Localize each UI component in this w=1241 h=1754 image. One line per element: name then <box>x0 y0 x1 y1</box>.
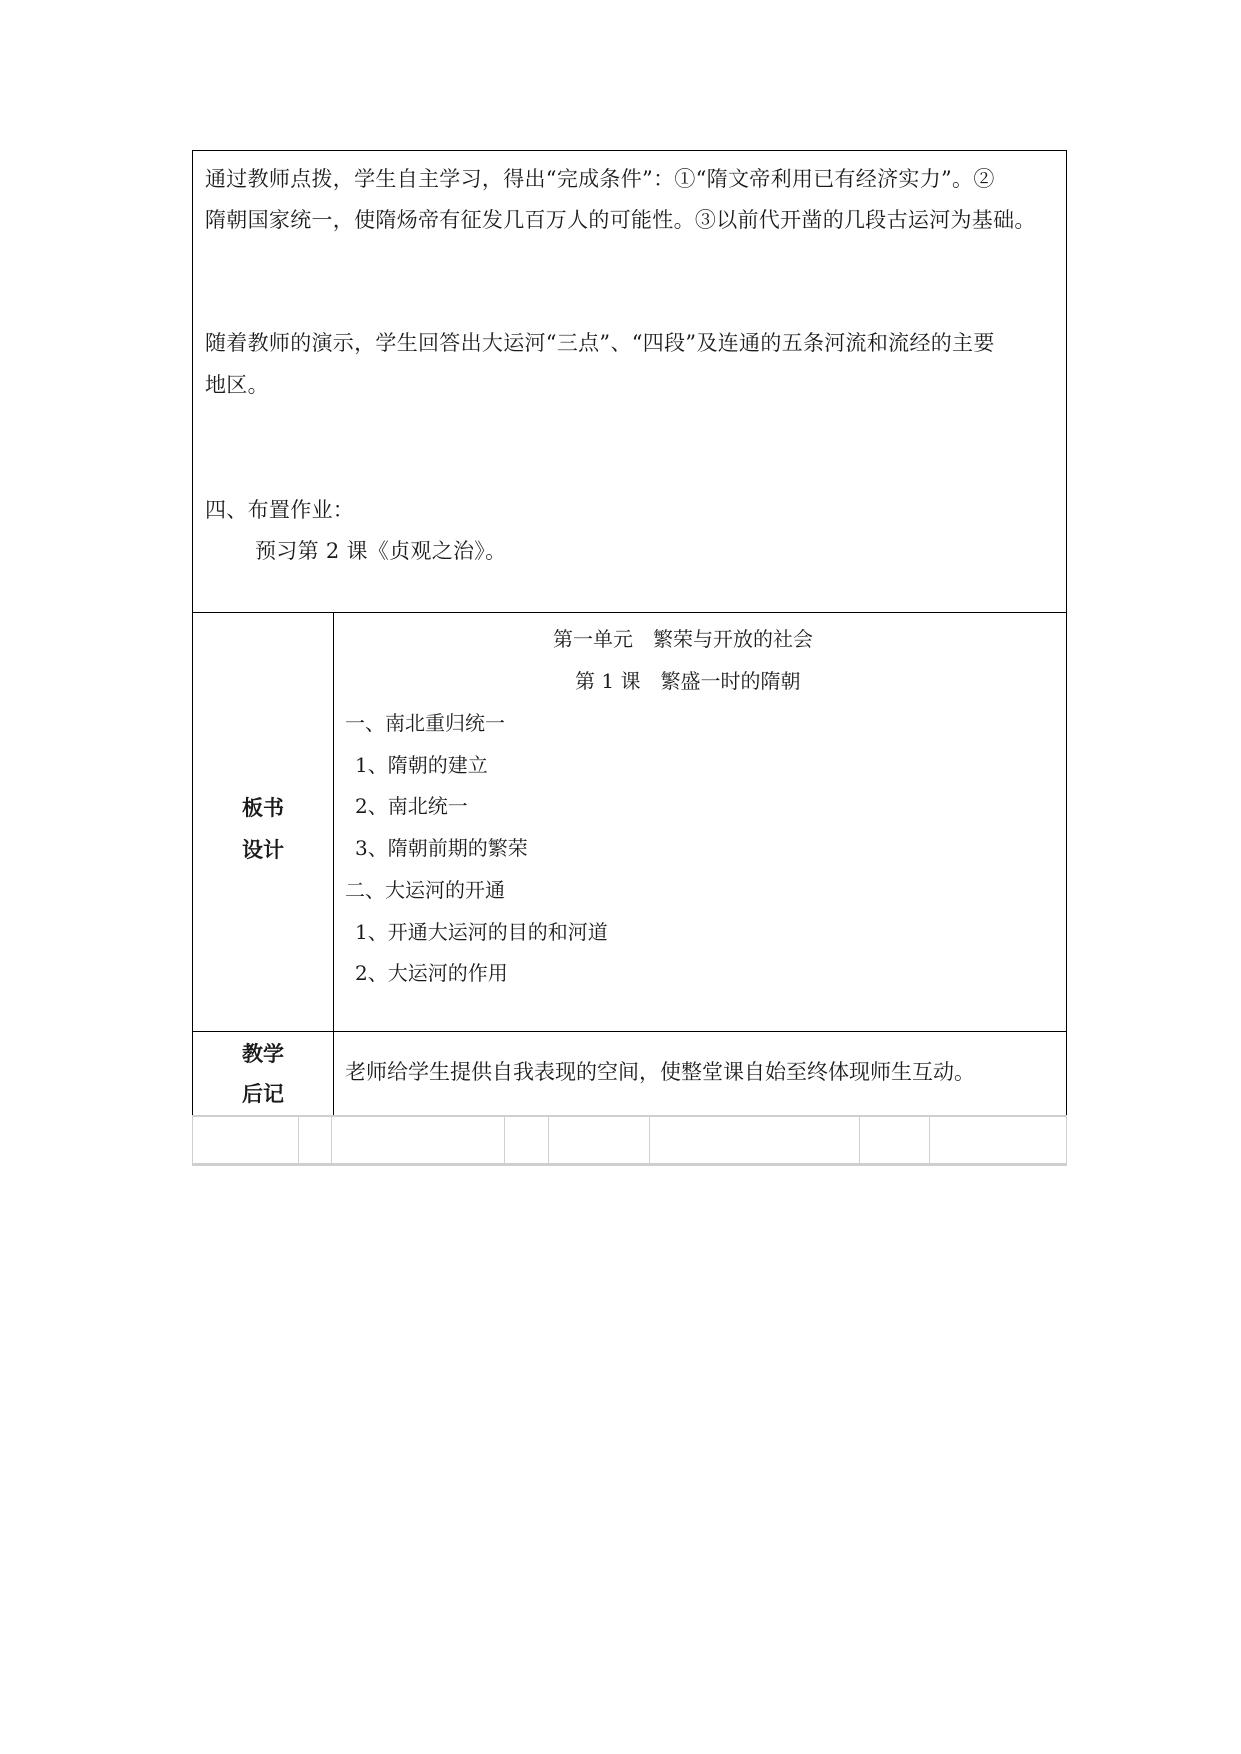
unit-title: 第一单元 繁荣与开放的社会 <box>553 627 813 651</box>
column-divider <box>333 1032 334 1117</box>
grid-divider <box>298 1117 299 1163</box>
outline-item: 2、南北统一 <box>355 794 468 818</box>
grid-divider <box>859 1117 860 1163</box>
grid-divider <box>331 1117 332 1163</box>
teaching-postscript-row <box>192 1031 1067 1117</box>
board-design-label: 板书 <box>242 796 284 820</box>
grid-divider <box>929 1117 930 1163</box>
grid-divider <box>548 1117 549 1163</box>
outline-item: 1、隋朝的建立 <box>355 753 488 777</box>
column-divider <box>333 613 334 1032</box>
process-text-line: 通过教师点拨，学生自主学习，得出“完成条件”：①“隋文帝利用已有经济实力”。② <box>205 167 995 191</box>
empty-table-row <box>192 1115 1067 1166</box>
grid-divider <box>649 1117 650 1163</box>
postscript-label: 后记 <box>242 1082 284 1106</box>
outline-heading: 一、南北重归统一 <box>345 711 505 735</box>
process-text-line: 随着教师的演示，学生回答出大运河“三点”、“四段”及连通的五条河流和流经的主要 <box>205 331 995 355</box>
board-design-row <box>192 612 1067 1032</box>
outline-item: 1、开通大运河的目的和河道 <box>355 920 608 944</box>
lesson-title: 第 1 课 繁盛一时的隋朝 <box>575 669 801 693</box>
outline-item: 2、大运河的作用 <box>355 961 508 985</box>
teaching-process-cell <box>192 150 1067 612</box>
grid-divider <box>504 1117 505 1163</box>
board-design-label: 设计 <box>242 838 284 862</box>
process-text-line: 地区。 <box>205 373 269 397</box>
process-text-line: 隋朝国家统一，使隋炀帝有征发几百万人的可能性。③以前代开凿的几段古运河为基础。 <box>205 208 1036 232</box>
outline-item: 3、隋朝前期的繁荣 <box>355 836 528 860</box>
homework-heading: 四、布置作业： <box>205 498 355 522</box>
postscript-text: 老师给学生提供自我表现的空间，使整堂课自始至终体现师生互动。 <box>345 1060 975 1084</box>
homework-task: 预习第 2 课《贞观之治》。 <box>255 539 507 563</box>
postscript-label: 教学 <box>242 1042 284 1066</box>
outline-heading: 二、大运河的开通 <box>345 878 505 902</box>
